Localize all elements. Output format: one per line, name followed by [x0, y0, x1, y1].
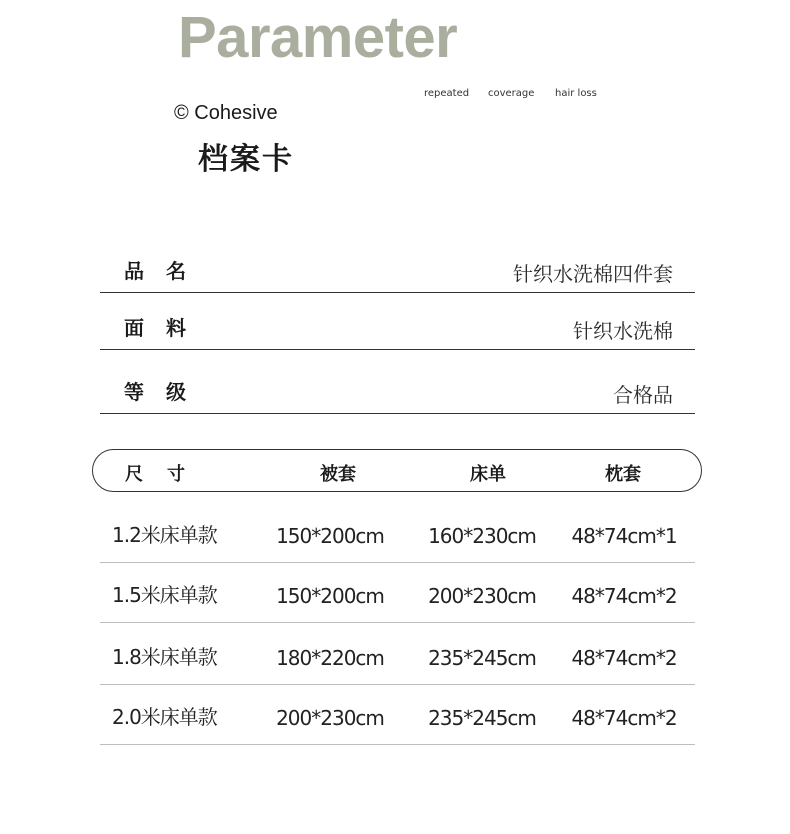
table-row	[100, 562, 695, 623]
tag-repeated: repeated	[424, 88, 470, 99]
size-cell: 1.5米床单款	[112, 583, 217, 607]
info-row-fabric	[100, 292, 695, 350]
tag-coverage: coverage	[488, 88, 535, 99]
duvet-cover-cell: 150*200cm	[276, 524, 384, 548]
duvet-cover-cell: 200*230cm	[276, 706, 384, 730]
page-title: Parameter	[178, 5, 458, 70]
info-label: 品名	[124, 259, 208, 283]
pillowcase-cell: 48*74cm*1	[571, 524, 677, 548]
size-cell: 1.8米床单款	[112, 645, 217, 669]
table-row	[100, 684, 695, 745]
pillowcase-cell: 48*74cm*2	[571, 706, 677, 730]
bed-sheet-cell: 200*230cm	[428, 584, 536, 608]
duvet-cover-cell: 180*220cm	[276, 646, 384, 670]
table-row	[100, 624, 695, 685]
info-row-product-name	[100, 235, 695, 293]
size-cell: 2.0米床单款	[112, 705, 217, 729]
info-value: 合格品	[613, 383, 673, 407]
info-value: 针织水洗棉	[573, 319, 673, 343]
bed-sheet-cell: 235*245cm	[428, 706, 536, 730]
bed-sheet-cell: 160*230cm	[428, 524, 536, 548]
info-value: 针织水洗棉四件套	[513, 262, 673, 286]
profile-card-title: 档案卡	[198, 142, 294, 177]
column-header-pillowcase: 枕套	[605, 464, 641, 485]
bed-sheet-cell: 235*245cm	[428, 646, 536, 670]
size-cell: 1.2米床单款	[112, 523, 217, 547]
column-header-size: 尺寸	[125, 464, 209, 485]
info-label: 面料	[124, 316, 208, 340]
size-table-header	[92, 449, 702, 492]
column-header-duvet-cover: 被套	[320, 464, 356, 485]
tag-hair-loss: hair loss	[555, 88, 597, 99]
column-header-bed-sheet: 床单	[470, 464, 506, 485]
duvet-cover-cell: 150*200cm	[276, 584, 384, 608]
info-label: 等级	[124, 380, 208, 404]
brand-name: © Cohesive	[174, 102, 278, 124]
pillowcase-cell: 48*74cm*2	[571, 584, 677, 608]
table-row	[100, 502, 695, 563]
pillowcase-cell: 48*74cm*2	[571, 646, 677, 670]
info-row-grade	[100, 356, 695, 414]
